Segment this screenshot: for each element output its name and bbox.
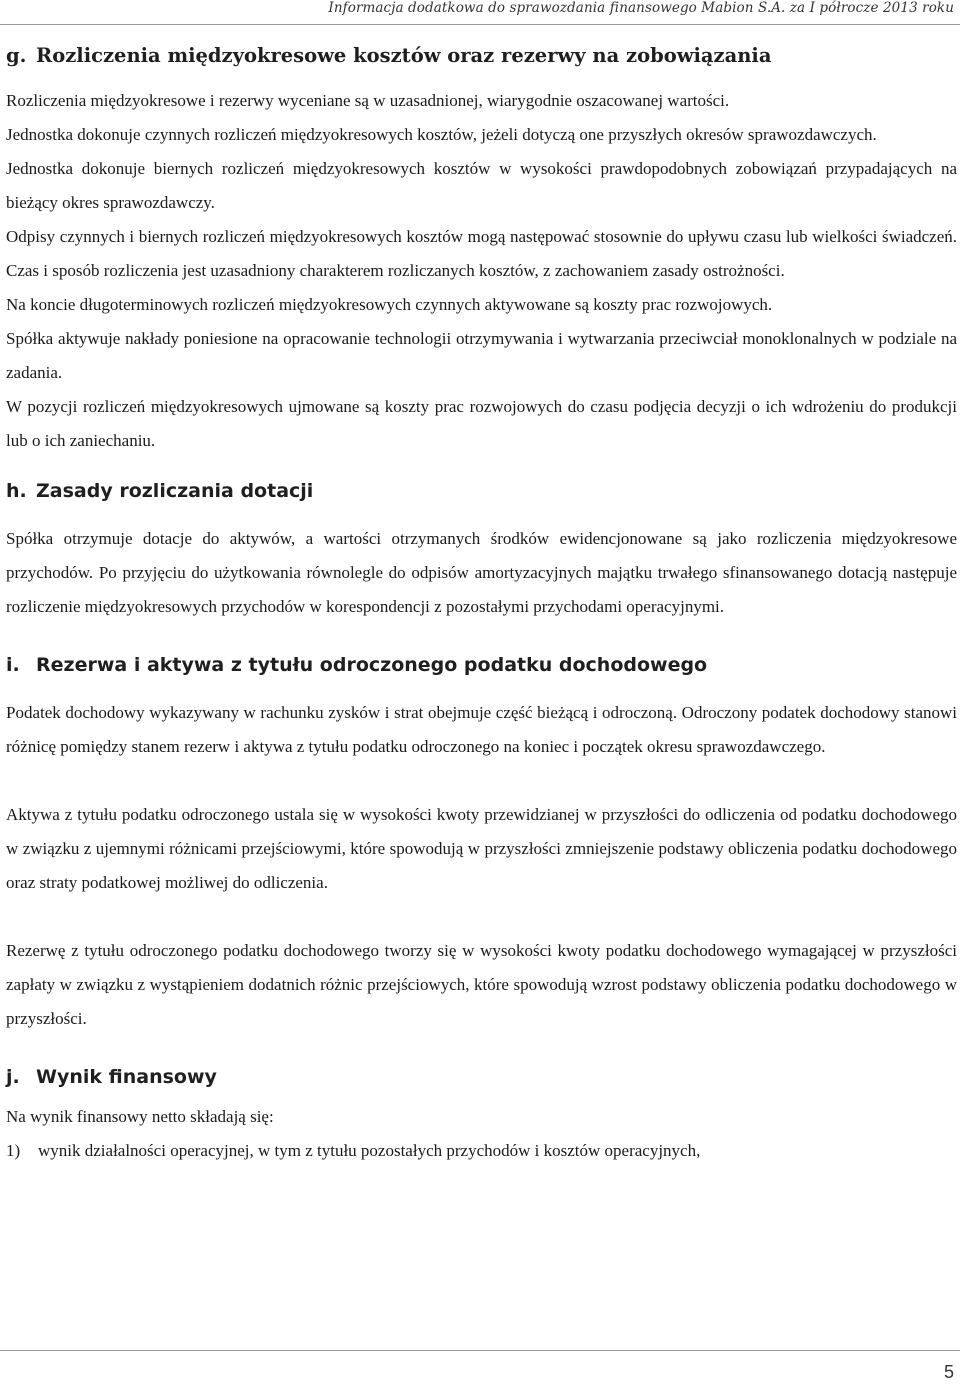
page-number: 5 — [943, 1362, 954, 1382]
section-h-paragraph-1: Spółka otrzymuje dotacje do aktywów, a wartości otrzymanych środków ewidencjonowane są jako rozliczenia międzyokresowe przychodów. Po przyjęciu do użytkowania równolegle do odpisów amortyzacyjnych majątku trwałego sfinansowanego dotacją następuje rozliczenie międzyokresowych przychodów w korespondencji z pozostałymi przychodami operacyjnymi. — [6, 529, 957, 616]
section-i-paragraph-2: Aktywa z tytułu podatku odroczonego ustala się w wysokości kwoty przewidzianej w przyszłości do odliczenia od podatku dochodowego w związku z ujemnymi różnicami przejściowymi, które spowodują w przyszłości zmniejszenie podstawy obliczenia podatku dochodowego oraz straty podatkowej możliwej do odliczenia. — [6, 805, 957, 892]
section-i-paragraph-3: Rezerwę z tytułu odroczonego podatku dochodowego tworzy się w wysokości kwoty podatku dochodowego wymagającej w przyszłości zapłaty w związku z wystąpieniem dodatnich różnic przejściowych, które spowodują wzrost podstawy obliczenia podatku dochodowego w przyszłości. — [6, 941, 957, 1028]
section-i-letter: i. — [6, 654, 20, 676]
section-g-heading — [6, 44, 957, 78]
section-j-heading — [6, 1066, 957, 1096]
section-g-letter: g. — [6, 44, 27, 67]
section-i-heading — [6, 654, 957, 684]
section-j-letter: j. — [6, 1066, 20, 1088]
section-h-letter: h. — [6, 480, 27, 502]
section-g-paragraph-5: Na koncie długoterminowych rozliczeń międzyokresowych czynnych aktywowane są koszty prac rozwojowych. — [6, 295, 773, 314]
document-body — [6, 44, 957, 1168]
section-g-paragraph-6: Spółka aktywuje nakłady poniesione na opracowanie technologii otrzymywania i wytwarzania przeciwciał monoklonalnych w podziale na zadania. — [6, 329, 957, 382]
section-h-heading — [6, 480, 957, 510]
section-g-paragraph-7: W pozycji rozliczeń międzyokresowych ujmowane są koszty prac rozwojowych do czasu podjęcia decyzji o ich wdrożeniu do produkcji lub o ich zaniechaniu. — [6, 397, 957, 450]
section-h-title: Zasady rozliczania dotacji — [36, 480, 314, 502]
running-header: Informacja dodatkowa do sprawozdania finansowego Mabion S.A. za I półrocze 2013 roku — [328, 0, 954, 16]
section-g-paragraph-4: Odpisy czynnych i biernych rozliczeń międzyokresowych kosztów mogą następować stosownie do upływu czasu lub wielkości świadczeń. Czas i sposób rozliczenia jest uzasadniony charakterem rozliczanych kosztów, z zachowaniem zasady ostrożności. — [6, 227, 957, 280]
section-j-title: Wynik finansowy — [36, 1066, 217, 1088]
section-g-paragraph-2: Jednostka dokonuje czynnych rozliczeń międzyokresowych kosztów, jeżeli dotyczą one przyszłych okresów sprawozdawczych. — [6, 125, 877, 144]
section-i-paragraph-1: Podatek dochodowy wykazywany w rachunku zysków i strat obejmuje część bieżącą i odroczoną. Odroczony podatek dochodowy stanowi różnicę pomiędzy stanem rezerw i aktywa z tytułu podatku odroczonego na koniec i początek okresu sprawozdawczego. — [6, 703, 957, 756]
list-item — [6, 1134, 957, 1168]
section-g-paragraph-1: Rozliczenia międzyokresowe i rezerwy wyceniane są w uzasadnionej, wiarygodnie oszacowanej wartości. — [6, 91, 730, 110]
section-g-title: Rozliczenia międzyokresowe kosztów oraz rezerwy na zobowiązania — [36, 44, 772, 67]
list-item-text: wynik działalności operacyjnej, w tym z tytułu pozostałych przychodów i kosztów operacyjnych, — [38, 1141, 701, 1160]
section-i-title: Rezerwa i aktywa z tytułu odroczonego podatku dochodowego — [36, 654, 708, 676]
list-item-number: 1) — [6, 1141, 21, 1160]
footer-divider — [0, 1350, 960, 1351]
section-j-paragraph-1: Na wynik finansowy netto składają się: — [6, 1107, 274, 1126]
section-g-paragraph-3: Jednostka dokonuje biernych rozliczeń międzyokresowych kosztów w wysokości prawdopodobnych zobowiązań przypadających na bieżący okres sprawozdawczy. — [6, 159, 957, 212]
header-divider — [0, 24, 960, 25]
